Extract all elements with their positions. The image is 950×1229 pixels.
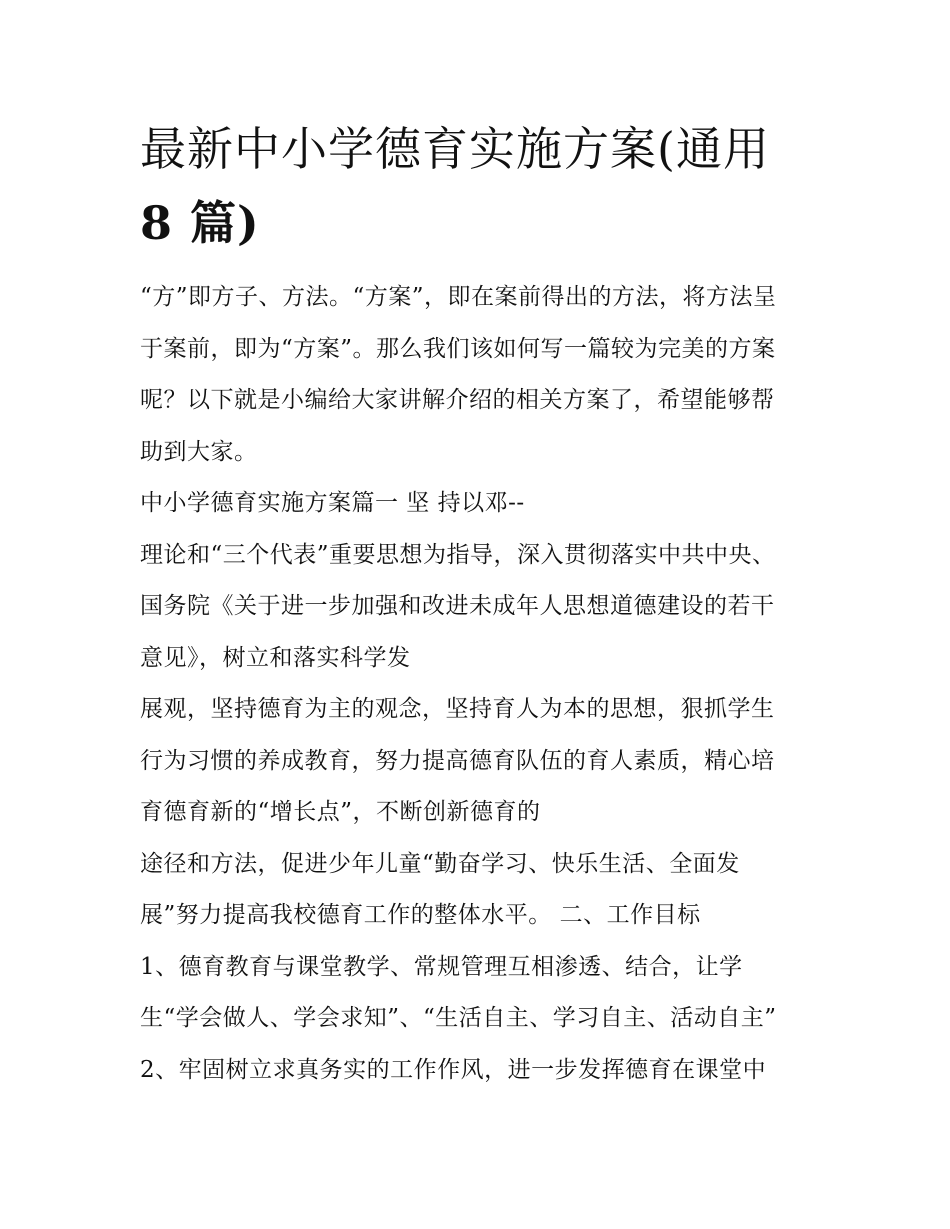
body-line: 展观，坚持德育为主的观念，坚持育人为本的思想，狠抓学生 (140, 696, 775, 722)
title-line-1: 最新中小学德育实施方案(通用 (140, 122, 770, 176)
body-line: 途径和方法，促进少年儿童“勤奋学习、快乐生活、全面发 (140, 850, 740, 877)
body-line: 中小学德育实施方案篇一 坚 持以邓-- (140, 490, 525, 516)
body-line: “方”即方子、方法。“方案”，即在案前得出的方法，将方法呈 (140, 284, 777, 310)
body-line: 生“学会做人、学会求知”、“生活自主、学习自主、活动自主” (140, 1005, 777, 1031)
title-line-2: 8 篇) (140, 196, 260, 250)
document-body (140, 272, 830, 1096)
body-line: 于案前，即为“方案”。那么我们该如何写一篇较为完美的方案 (140, 335, 776, 362)
body-line: 意见》，树立和落实科学发 (140, 644, 411, 671)
body-line: 育德育新的“增长点”，不断创新德育的 (140, 799, 541, 825)
body-line: 2、牢固树立求真务实的工作作风，进一步发挥德育在课堂中 (140, 1056, 767, 1083)
body-line: 行为习惯的养成教育，努力提高德育队伍的育人素质，精心培 (140, 747, 775, 774)
body-line: 理论和“三个代表”重要思想为指导，深入贯彻落实中共中央、 (140, 541, 776, 568)
body-line: 1、德育教育与课堂教学、常规管理互相渗透、结合，让学 (140, 953, 743, 980)
body-line: 呢？以下就是小编给大家讲解介绍的相关方案了，希望能够帮 (140, 387, 775, 413)
body-line: 国务院《关于进一步加强和改进未成年人思想道德建设的若干 (140, 593, 775, 619)
document-title (140, 112, 830, 260)
body-line: 助到大家。 (140, 438, 258, 465)
body-line: 展”努力提高我校德育工作的整体水平。 二、工作目标 (140, 902, 701, 928)
